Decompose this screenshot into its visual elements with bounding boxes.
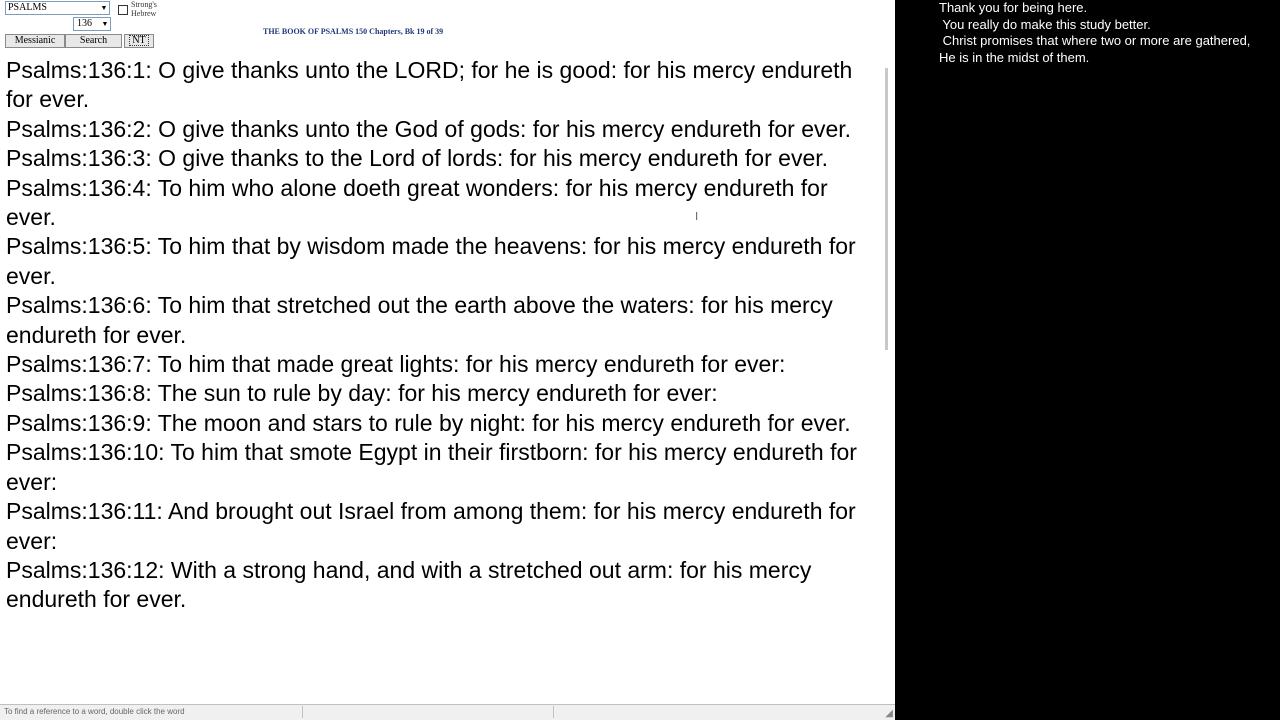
chevron-down-icon[interactable]: ▼ [100, 4, 108, 12]
book-title: THE BOOK OF PSALMS 150 Chapters, Bk 19 of 39 [263, 27, 444, 36]
verse-1[interactable]: Psalms:136:1: O give thanks unto the LORD; for he is good: for his mercy endureth for ever. [6, 57, 853, 113]
nt-button[interactable] [124, 34, 154, 48]
search-button[interactable]: Search [65, 34, 122, 48]
chapter-select-value: 136 [77, 18, 92, 29]
verse-list[interactable] [6, 56, 874, 704]
status-divider [302, 706, 303, 718]
message-line-2: You really do make this study better. [939, 16, 1151, 32]
message-pane [895, 0, 1280, 720]
verse-scrollbar[interactable] [885, 68, 888, 350]
chevron-down-icon[interactable]: ▼ [101, 20, 109, 28]
strongs-hebrew-label: Strong's Hebrew [131, 0, 157, 18]
verse-12[interactable]: Psalms:136:12: With a strong hand, and with a stretched out arm: for his mercy endureth for ever. [6, 556, 812, 613]
verse-3[interactable]: Psalms:136:3: O give thanks to the Lord of lords: for his mercy endureth for ever. [6, 145, 829, 172]
message-line-4: He is in the midst of them. [939, 49, 1090, 65]
verse-11[interactable]: Psalms:136:11: And brought out Israel from among them: for his mercy endureth for ever: [6, 498, 856, 554]
nt-button-label: NT [129, 35, 148, 46]
verse-7[interactable]: Psalms:136:7: To him that made great lights: for his mercy endureth for ever: [6, 351, 786, 378]
verse-6[interactable]: Psalms:136:6: To him that stretched out the earth above the waters: for his mercy endureth for ever. [6, 292, 833, 348]
message-line-3: Christ promises that where two or more are gathered, [939, 33, 1251, 48]
message-line-1: Thank you for being here. [939, 0, 1088, 15]
strongs-hebrew-checkbox[interactable] [118, 5, 128, 15]
status-bar [0, 704, 895, 720]
book-select-value: PSALMS [8, 2, 47, 13]
book-select[interactable] [5, 1, 110, 15]
welcome-message [939, 0, 1279, 66]
text-cursor-icon: I [695, 210, 699, 223]
status-divider [553, 706, 554, 718]
verse-8[interactable]: Psalms:136:8: The sun to rule by day: for his mercy endureth for ever: [6, 380, 718, 407]
verse-9[interactable]: Psalms:136:9: The moon and stars to rule by night: for his mercy endureth for ever. [6, 409, 851, 436]
verse-2[interactable]: Psalms:136:2: O give thanks unto the God of gods: for his mercy endureth for ever. [6, 115, 852, 142]
verse-5[interactable]: Psalms:136:5: To him that by wisdom made the heavens: for his mercy endureth for ever. [6, 233, 856, 289]
resize-grip-icon[interactable]: ◢ [885, 708, 893, 719]
verse-10[interactable]: Psalms:136:10: To him that smote Egypt in their firstborn: for his mercy endureth for ever: [6, 439, 857, 495]
status-text: To find a reference to a word, double click the word [4, 707, 185, 716]
messianic-button[interactable]: Messianic [5, 34, 65, 48]
verse-4[interactable]: Psalms:136:4: To him who alone doeth great wonders: for his mercy endureth for ever. [6, 174, 828, 231]
chapter-select[interactable] [73, 17, 111, 31]
